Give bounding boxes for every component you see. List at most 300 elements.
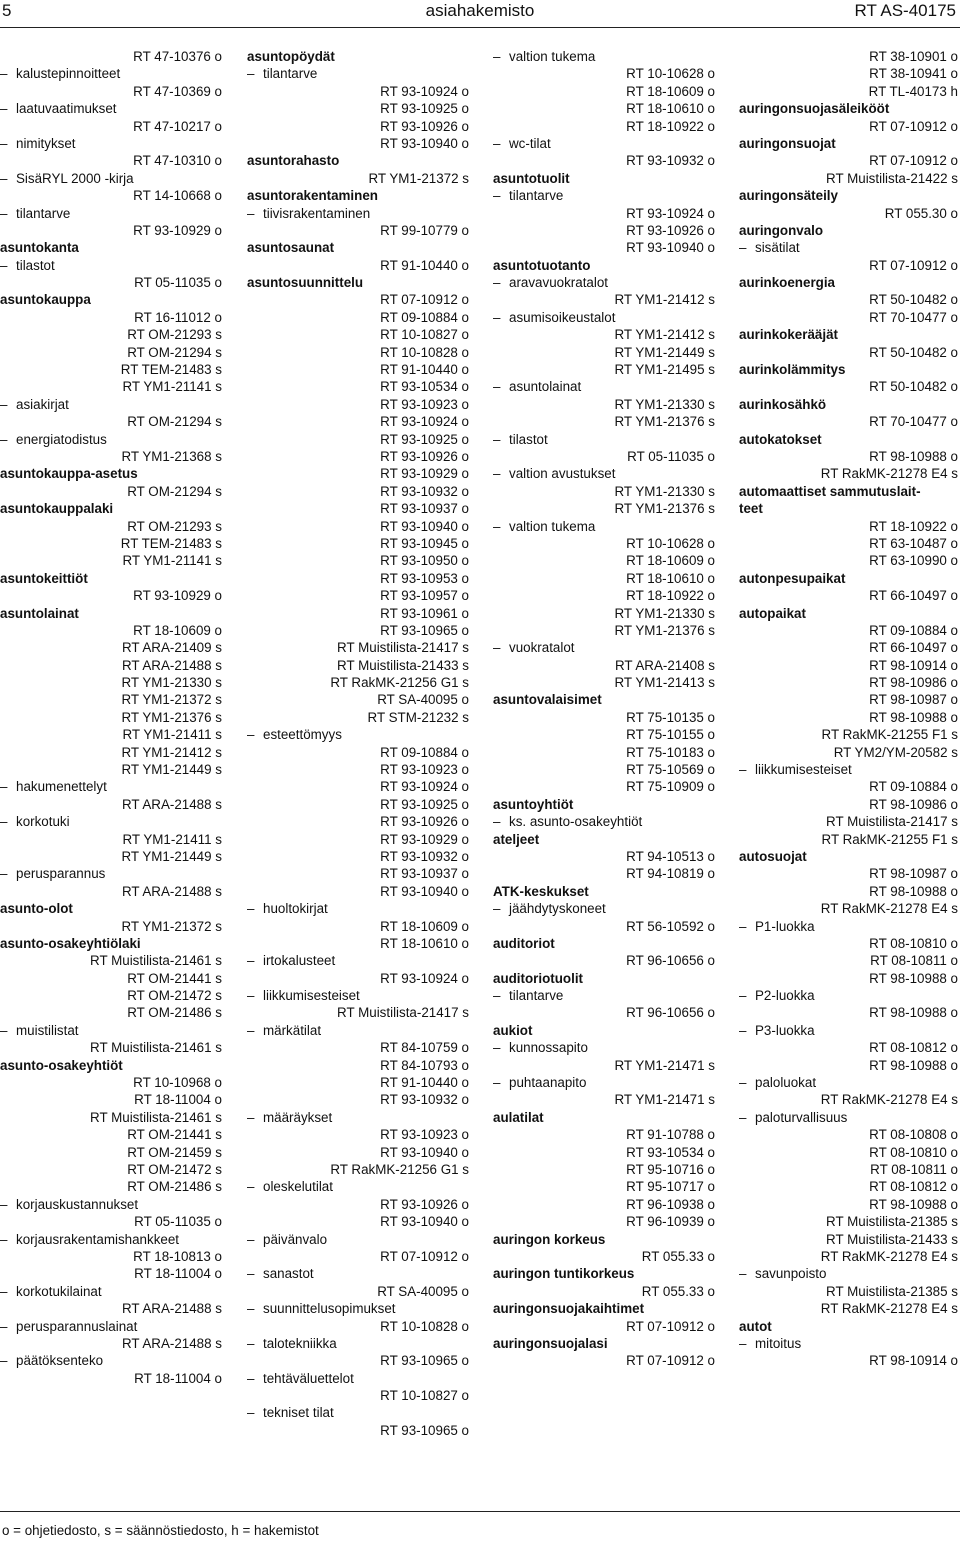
index-subentry: – paloturvallisuus <box>739 1109 958 1126</box>
index-reference: RT YM1-21372 s <box>121 918 222 934</box>
index-heading: auringonsäteily <box>739 188 838 204</box>
index-subentry: – tilantarve <box>247 65 469 82</box>
index-reference: RT YM1-21471 s <box>614 1092 715 1108</box>
index-subentry: – hakumenettelyt <box>0 778 222 795</box>
index-reference: RT RakMK-21278 E4 s <box>820 466 958 482</box>
index-subentry: – nimitykset <box>0 135 222 152</box>
index-reference: RT YM1-21411 s <box>122 831 222 847</box>
index-reference: RT ARA-21488 s <box>122 883 222 899</box>
index-reference: RT 07-10912 o <box>869 257 958 273</box>
index-reference: RT 05-11035 o <box>627 448 715 464</box>
index-reference: RT YM1-21412 s <box>614 292 715 308</box>
index-reference: RT YM1-21330 s <box>614 483 715 499</box>
index-reference: RT 93-10961 o <box>380 605 469 621</box>
index-heading: asuntolainat <box>0 605 79 621</box>
index-reference: RT 95-10716 o <box>626 1162 715 1177</box>
index-reference: RT 93-10940 o <box>380 883 469 899</box>
index-reference: RT YM1-21413 s <box>614 675 715 691</box>
index-heading: aurinkolämmitys <box>739 362 846 378</box>
index-reference: RT 16-11012 o <box>134 309 222 325</box>
index-reference: RT 47-10217 o <box>133 118 222 134</box>
index-reference: RT YM1-21411 s <box>122 727 222 743</box>
index-reference: RT Muistilista-21417 s <box>826 814 958 830</box>
index-reference: RT 09-10884 o <box>380 744 469 760</box>
index-reference: RT YM1-21376 s <box>614 501 715 517</box>
index-reference: RT TL-40173 h <box>868 83 958 99</box>
index-reference: RT 93-10923 o <box>380 1127 469 1143</box>
index-reference: RT 93-10926 o <box>380 448 469 464</box>
index-reference: RT 10-10828 o <box>380 1318 469 1334</box>
index-heading: asuntokauppalaki <box>0 501 114 517</box>
index-reference: RT YM1-21141 s <box>122 379 222 395</box>
index-subentry: – asumisoikeustalot <box>493 309 715 326</box>
index-subentry: – määräykset <box>247 1109 469 1126</box>
index-reference: RT 84-10793 o <box>380 1057 469 1073</box>
index-heading: asuntotuolit <box>493 170 570 186</box>
index-reference: RT 93-10965 o <box>380 1353 469 1369</box>
index-reference: RT RakMK-21256 G1 s <box>330 1162 469 1177</box>
index-reference: RT 09-10884 o <box>380 309 469 325</box>
index-reference: RT 07-10912 o <box>380 1248 469 1264</box>
index-reference: RT 18-10609 o <box>626 83 715 99</box>
index-reference: RT 93-10929 o <box>133 588 222 604</box>
index-subentry: – vuokratalot <box>493 639 715 656</box>
index-reference: RT YM1-21372 s <box>121 692 222 708</box>
index-subentry: – energiatodistus <box>0 431 222 448</box>
index-reference: RT 98-10988 o <box>869 448 958 464</box>
index-reference: RT Muistilista-21461 s <box>90 1040 222 1056</box>
index-reference: RT OM-21472 s <box>127 1162 222 1177</box>
index-reference: RT 93-10929 o <box>133 222 222 238</box>
index-heading: autokatokset <box>739 431 822 447</box>
index-heading: auditoriotuolit <box>493 970 583 986</box>
index-reference: RT 98-10987 o <box>869 866 958 882</box>
index-heading: aulatilat <box>493 1109 544 1125</box>
index-reference: RT 18-10922 o <box>869 518 958 534</box>
document-code: RT AS-40175 <box>854 1 956 20</box>
index-reference: RT 91-10788 o <box>626 1127 715 1143</box>
index-reference: RT Muistilista-21461 s <box>90 953 222 969</box>
index-reference: RT YM1-21471 s <box>614 1057 715 1073</box>
index-subentry: – talotekniikka <box>247 1335 469 1352</box>
index-reference: RT 10-10827 o <box>380 1388 469 1404</box>
index-reference: RT OM-21441 s <box>127 970 222 986</box>
index-reference: RT Muistilista-21417 s <box>337 1005 469 1021</box>
index-subentry: – suunnittelusopimukset <box>247 1300 469 1317</box>
index-reference: RT 93-10932 o <box>380 1092 469 1108</box>
index-reference: RT 63-10487 o <box>869 535 958 551</box>
index-heading: autot <box>739 1318 772 1334</box>
index-heading: asunto-osakeyhtiölaki <box>0 935 141 951</box>
index-reference: RT 10-10828 o <box>380 344 469 360</box>
index-subentry: – tekniset tilat <box>247 1404 469 1421</box>
index-subentry: – aravavuokratalot <box>493 274 715 291</box>
index-reference: RT RakMK-21278 E4 s <box>820 1248 958 1264</box>
index-reference: RT 93-10926 o <box>380 118 469 134</box>
index-reference: RT 95-10717 o <box>626 1179 715 1195</box>
index-reference: RT 38-10941 o <box>869 66 958 82</box>
index-reference: RT 10-10628 o <box>626 66 715 82</box>
index-reference: RT Muistilista-21461 s <box>90 1109 222 1125</box>
footer-rule <box>0 1511 960 1512</box>
index-heading: asuntoyhtiöt <box>493 796 574 812</box>
index-subentry: – perusparannuslainat <box>0 1318 222 1335</box>
index-column-2 <box>247 48 469 1439</box>
index-reference: RT 93-10950 o <box>380 553 469 569</box>
page-number: 5 <box>2 1 12 20</box>
index-subentry: – P3-luokka <box>739 1022 958 1039</box>
index-reference: RT 93-10940 o <box>380 1144 469 1160</box>
index-reference: RT 055.33 o <box>641 1248 715 1264</box>
index-reference: RT 93-10940 o <box>380 1214 469 1230</box>
index-heading: autosuojat <box>739 848 807 864</box>
index-reference: RT RakMK-21278 E4 s <box>820 901 958 917</box>
index-reference: RT 93-10929 o <box>380 466 469 482</box>
page-header <box>0 0 960 28</box>
index-reference: RT 93-10924 o <box>380 779 469 795</box>
index-reference: RT ARA-21408 s <box>615 657 715 673</box>
index-reference: RT YM1-21376 s <box>614 622 715 638</box>
index-reference: RT 10-10968 o <box>133 1075 222 1091</box>
index-subentry: – tilantarve <box>0 205 222 222</box>
index-reference: RT Muistilista-21433 s <box>337 657 469 673</box>
index-reference: RT 05-11035 o <box>134 275 222 291</box>
index-subentry: – tiivisrakentaminen <box>247 205 469 222</box>
index-reference: RT SA-40095 o <box>377 692 469 708</box>
index-heading: ATK-keskukset <box>493 883 589 899</box>
index-reference: RT OM-21486 s <box>127 1179 222 1195</box>
index-subentry: – korjauskustannukset <box>0 1196 222 1213</box>
index-subentry: – esteettömyys <box>247 726 469 743</box>
index-reference: RT 93-10925 o <box>380 796 469 812</box>
index-heading: aurinkokerääjät <box>739 327 838 343</box>
index-reference: RT Muistilista-21385 s <box>826 1283 958 1299</box>
index-reference: RT TEM-21483 s <box>120 535 222 551</box>
index-reference: RT 18-11004 o <box>134 1266 222 1282</box>
index-reference: RT YM1-21376 s <box>614 414 715 430</box>
index-subentry: – mitoitus <box>739 1335 958 1352</box>
index-subentry: – irtokalusteet <box>247 952 469 969</box>
index-reference: RT 18-10922 o <box>626 118 715 134</box>
index-reference: RT 055.30 o <box>884 205 958 221</box>
index-reference: RT Muistilista-21433 s <box>826 1231 958 1247</box>
index-subentry: – asuntolainat <box>493 378 715 395</box>
index-subentry: – korkotuki <box>0 813 222 830</box>
index-subentry: – valtion avustukset <box>493 465 715 482</box>
index-reference: RT 18-10610 o <box>380 935 469 951</box>
index-reference: RT 98-10914 o <box>869 1353 958 1369</box>
index-heading: asuntosuunnittelu <box>247 275 364 291</box>
index-subentry: – tilastot <box>493 431 715 448</box>
index-reference: RT 98-10988 o <box>869 709 958 725</box>
index-reference: RT 08-10810 o <box>869 935 958 951</box>
index-reference: RT 93-10926 o <box>626 222 715 238</box>
index-reference: RT 91-10440 o <box>380 257 469 273</box>
index-reference: RT RakMK-21278 E4 s <box>820 1301 958 1317</box>
index-reference: RT 93-10534 o <box>380 379 469 395</box>
index-reference: RT ARA-21488 s <box>122 1335 222 1351</box>
index-heading: auringonsuojakaihtimet <box>493 1301 645 1317</box>
index-subentry: – märkätilat <box>247 1022 469 1039</box>
index-subentry: – tilastot <box>0 257 222 274</box>
index-heading: asunto-osakeyhtiöt <box>0 1057 123 1073</box>
index-heading: asuntokanta <box>0 240 79 256</box>
index-reference: RT 07-10912 o <box>626 1353 715 1369</box>
index-column-1 <box>0 48 222 1387</box>
index-reference: RT 93-10940 o <box>626 240 715 256</box>
index-heading: asuntorakentaminen <box>247 188 378 204</box>
index-heading: aurinkoenergia <box>739 275 835 291</box>
index-reference: RT 96-10939 o <box>626 1214 715 1230</box>
index-reference: RT 055.33 o <box>641 1283 715 1299</box>
index-reference: RT 18-10922 o <box>626 588 715 604</box>
index-reference: RT YM1-21141 s <box>122 553 222 569</box>
index-heading: auringonvalo <box>739 222 824 238</box>
index-subentry: – liikkumisesteiset <box>739 761 958 778</box>
index-reference: RT OM-21486 s <box>127 1005 222 1021</box>
index-reference: RT OM-21294 s <box>127 344 222 360</box>
index-heading: auringon tuntikorkeus <box>493 1266 635 1282</box>
index-reference: RT 98-10986 o <box>869 796 958 812</box>
index-reference: RT 96-10656 o <box>626 1005 715 1021</box>
index-reference: RT YM1-21330 s <box>614 396 715 412</box>
index-subentry: – päivänvalo <box>247 1231 469 1248</box>
index-reference: RT 93-10937 o <box>380 501 469 517</box>
index-reference: RT 75-10135 o <box>626 709 715 725</box>
index-reference: RT 18-10609 o <box>626 553 715 569</box>
index-subentry: – savunpoisto <box>739 1265 958 1282</box>
index-reference: RT 08-10812 o <box>869 1040 958 1056</box>
index-reference: RT OM-21293 s <box>127 518 222 534</box>
index-heading: auditoriot <box>493 935 555 951</box>
index-subentry: – huoltokirjat <box>247 900 469 917</box>
index-reference: RT 18-10610 o <box>626 570 715 586</box>
index-reference: RT 38-10901 o <box>869 49 958 64</box>
index-heading: asuntokauppa <box>0 292 91 308</box>
index-reference: RT RakMK-21278 E4 s <box>820 1092 958 1108</box>
index-subentry: – tilantarve <box>493 187 715 204</box>
index-heading: asuntosaunat <box>247 240 335 256</box>
index-reference: RT YM1-21449 s <box>614 344 715 360</box>
index-heading: asunto-olot <box>0 901 73 917</box>
index-reference: RT 47-10369 o <box>133 83 222 99</box>
index-heading: autopaikat <box>739 605 806 621</box>
index-reference: RT 18-10610 o <box>626 101 715 117</box>
index-reference: RT 98-10914 o <box>869 657 958 673</box>
index-reference: RT 75-10569 o <box>626 762 715 778</box>
index-reference: RT Muistilista-21417 s <box>337 640 469 656</box>
index-heading: auringonsuojalasi <box>493 1335 608 1351</box>
index-subentry: – kunnossapito <box>493 1039 715 1056</box>
index-reference: RT OM-21472 s <box>127 988 222 1004</box>
index-reference: RT 98-10987 o <box>869 692 958 708</box>
index-reference: RT YM1-21330 s <box>121 675 222 691</box>
index-heading: auringon korkeus <box>493 1231 606 1247</box>
index-reference: RT 70-10477 o <box>869 309 958 325</box>
index-reference: RT 93-10953 o <box>380 570 469 586</box>
page-title: asiahakemisto <box>425 1 535 20</box>
index-reference: RT 93-10940 o <box>380 518 469 534</box>
index-reference: RT 93-10926 o <box>380 814 469 830</box>
index-subentry: – liikkumisesteiset <box>247 987 469 1004</box>
index-reference: RT YM1-21449 s <box>121 762 222 778</box>
index-reference: RT 09-10884 o <box>869 779 958 795</box>
index-reference: RT 75-10155 o <box>626 727 715 743</box>
index-reference: RT 47-10376 o <box>133 49 222 64</box>
index-heading: auringonsuojasäleikööt <box>739 101 890 117</box>
index-reference: RT 91-10440 o <box>380 362 469 378</box>
index-subentry: – wc-tilat <box>493 135 715 152</box>
index-reference: RT 93-10940 o <box>380 135 469 151</box>
index-column-4 <box>739 48 958 1370</box>
index-reference: RT 66-10497 o <box>869 588 958 604</box>
index-reference: RT RakMK-21256 G1 s <box>330 675 469 691</box>
index-reference: RT 98-10988 o <box>869 1196 958 1212</box>
index-reference: RT 63-10990 o <box>869 553 958 569</box>
index-heading: asuntovalaisimet <box>493 692 602 708</box>
index-reference: RT 10-10628 o <box>626 535 715 551</box>
index-reference: RT 93-10924 o <box>380 83 469 99</box>
index-reference: RT 93-10534 o <box>626 1144 715 1160</box>
index-reference: RT YM1-21372 s <box>368 170 469 186</box>
index-heading: asuntotuotanto <box>493 257 591 273</box>
index-subentry: – päätöksenteko <box>0 1352 222 1369</box>
index-reference: RT RakMK-21255 F1 s <box>821 831 958 847</box>
index-reference: RT 93-10965 o <box>380 622 469 638</box>
index-reference: RT SA-40095 o <box>377 1283 469 1299</box>
index-reference: RT 70-10477 o <box>869 414 958 430</box>
index-reference: RT ARA-21488 s <box>122 1301 222 1317</box>
index-reference: RT YM1-21495 s <box>614 362 715 378</box>
index-subentry: – asiakirjat <box>0 396 222 413</box>
index-reference: RT 93-10957 o <box>380 588 469 604</box>
index-reference: RT 93-10932 o <box>626 153 715 169</box>
index-heading: auringonsuojat <box>739 135 836 151</box>
index-reference: RT YM1-21449 s <box>121 848 222 864</box>
index-reference: RT 98-10988 o <box>869 1057 958 1073</box>
index-reference: RT 93-10924 o <box>380 414 469 430</box>
index-reference: RT 18-10609 o <box>133 622 222 638</box>
index-subentry: – korjausrakentamishankkeet <box>0 1231 222 1248</box>
index-reference: RT 08-10811 o <box>870 953 958 969</box>
index-reference: RT 84-10759 o <box>380 1040 469 1056</box>
index-subentry: – P2-luokka <box>739 987 958 1004</box>
index-reference: RT 75-10909 o <box>626 779 715 795</box>
index-reference: RT 93-10937 o <box>380 866 469 882</box>
index-subentry: – sisätilat <box>739 239 958 256</box>
index-reference: RT 18-11004 o <box>134 1370 222 1386</box>
index-subentry: – SisäRYL 2000 -kirja <box>0 170 222 187</box>
index-reference: RT 08-10808 o <box>869 1127 958 1143</box>
index-heading: asuntorahasto <box>247 153 340 169</box>
index-reference: RT 93-10923 o <box>380 396 469 412</box>
index-reference: RT 93-10965 o <box>380 1422 469 1438</box>
index-subentry: – laatuvaatimukset <box>0 100 222 117</box>
index-reference: RT 93-10924 o <box>626 205 715 221</box>
index-reference: RT 94-10513 o <box>626 848 715 864</box>
index-reference: RT 98-10988 o <box>869 883 958 899</box>
index-reference: RT 98-10988 o <box>869 1005 958 1021</box>
index-subentry: – puhtaanapito <box>493 1074 715 1091</box>
index-reference: RT 56-10592 o <box>626 918 715 934</box>
index-column-3 <box>493 48 715 1370</box>
index-reference: RT 66-10497 o <box>869 640 958 656</box>
index-reference: RT YM1-21330 s <box>614 605 715 621</box>
index-reference: RT 94-10819 o <box>626 866 715 882</box>
index-reference: RT 93-10925 o <box>380 431 469 447</box>
header-rule <box>0 27 960 28</box>
index-reference: RT YM1-21412 s <box>121 744 222 760</box>
index-reference: RT 08-10811 o <box>870 1162 958 1177</box>
index-reference: RT 98-10986 o <box>869 675 958 691</box>
index-heading: ateljeet <box>493 831 540 847</box>
index-reference: RT YM1-21412 s <box>614 327 715 343</box>
index-reference: RT YM2/YM-20582 s <box>833 744 958 760</box>
index-heading: autonpesupaikat <box>739 570 846 586</box>
index-reference: RT 07-10912 o <box>626 1318 715 1334</box>
index-reference: RT Muistilista-21385 s <box>826 1214 958 1230</box>
index-reference: RT 96-10656 o <box>626 953 715 969</box>
index-heading: aukiot <box>493 1022 533 1038</box>
index-reference: RT YM1-21368 s <box>121 448 222 464</box>
index-reference: RT 96-10938 o <box>626 1196 715 1212</box>
index-reference: RT 50-10482 o <box>869 292 958 308</box>
index-reference: RT 08-10812 o <box>869 1179 958 1195</box>
index-reference: RT YM1-21376 s <box>121 709 222 725</box>
index-reference: RT STM-21232 s <box>367 709 469 725</box>
index-reference: RT 18-10813 o <box>133 1248 222 1264</box>
index-reference: RT ARA-21409 s <box>122 640 222 656</box>
index-subentry: – muistilistat <box>0 1022 222 1039</box>
index-subentry: – P1-luokka <box>739 918 958 935</box>
index-reference: RT 07-10912 o <box>869 153 958 169</box>
index-subentry: – korkotukilainat <box>0 1283 222 1300</box>
index-subentry: – valtion tukema <box>493 48 715 65</box>
index-reference: RT OM-21293 s <box>127 327 222 343</box>
index-subentry: – tehtäväluettelot <box>247 1370 469 1387</box>
index-reference: RT 93-10923 o <box>380 762 469 778</box>
index-subentry: – oleskelutilat <box>247 1178 469 1195</box>
legend: o = ohjetiedosto, s = säännöstiedosto, h = hakemistot <box>2 1523 319 1538</box>
index-reference: RT 93-10932 o <box>380 483 469 499</box>
index-heading: asuntopöydät <box>247 49 335 64</box>
index-heading: automaattiset sammutuslait- <box>739 483 921 499</box>
index-reference: RT 18-10609 o <box>380 918 469 934</box>
index-reference: RT OM-21441 s <box>127 1127 222 1143</box>
index-reference: RT 05-11035 o <box>134 1214 222 1230</box>
index-subentry: – perusparannus <box>0 865 222 882</box>
index-reference: RT 75-10183 o <box>626 744 715 760</box>
index-reference: RT 09-10884 o <box>869 622 958 638</box>
index-subentry: – tilantarve <box>493 987 715 1004</box>
index-subentry: – jäähdytyskoneet <box>493 900 715 917</box>
index-subentry: – sanastot <box>247 1265 469 1282</box>
index-reference: RT RakMK-21255 F1 s <box>821 727 958 743</box>
index-reference: RT 14-10668 o <box>133 188 222 204</box>
index-subentry: – valtion tukema <box>493 518 715 535</box>
index-heading: asuntokeittiöt <box>0 570 88 586</box>
index-reference: RT OM-21294 s <box>127 483 222 499</box>
index-heading: teet <box>739 501 763 517</box>
index-reference: RT 50-10482 o <box>869 344 958 360</box>
index-reference: RT 47-10310 o <box>133 153 222 169</box>
index-reference: RT OM-21459 s <box>127 1144 222 1160</box>
index-reference: RT 98-10988 o <box>869 970 958 986</box>
index-heading: asuntokauppa-asetus <box>0 466 138 482</box>
index-reference: RT 93-10929 o <box>380 831 469 847</box>
index-subentry: – paloluokat <box>739 1074 958 1091</box>
index-reference: RT 93-10925 o <box>380 101 469 117</box>
